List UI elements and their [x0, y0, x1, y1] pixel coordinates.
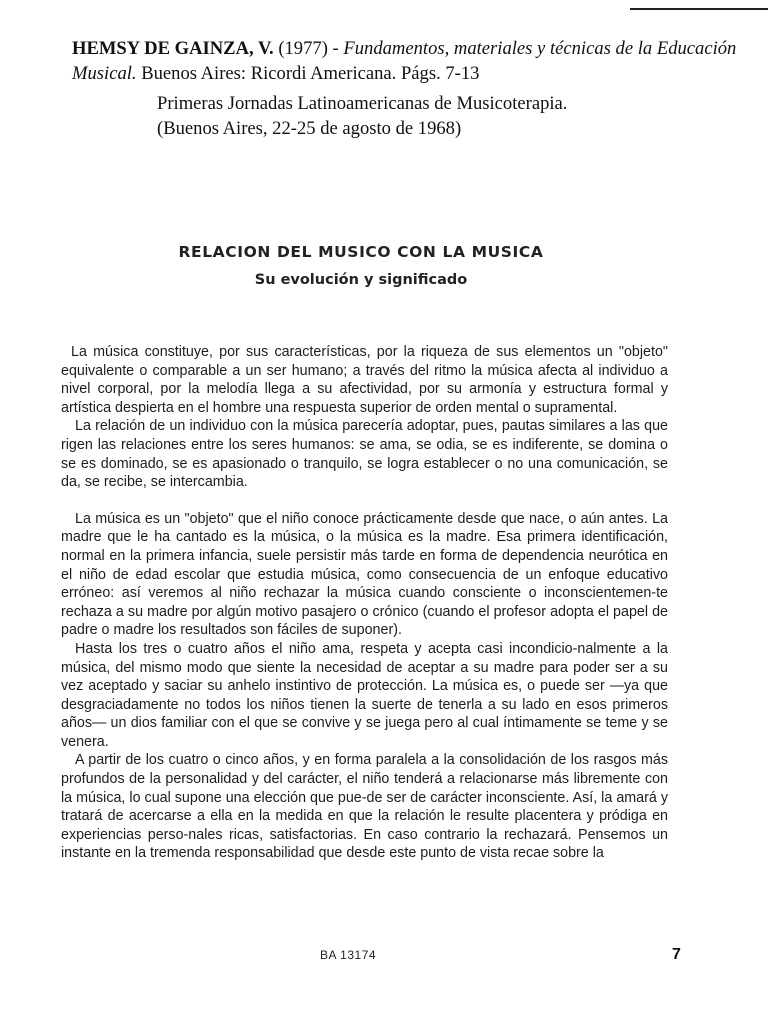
article-title: RELACION DEL MUSICO CON LA MUSICA — [178, 243, 544, 261]
citation-publisher: Buenos Aires: Ricordi Americana. Págs. 7-13 — [141, 63, 480, 84]
citation-author: HEMSY DE GAINZA, V. — [72, 38, 274, 59]
paragraph: La música es un "objeto" que el niño conoce prácticamente desde que nace, o aún antes. La madre que le ha cantado es la música, o la música es la madre. Esa primera identificación, normal en la primera infancia, suele persistir más tarde en forma de dependencia neurótica en el niño de edad escolar que estudia música, como consecuencia de un enfoque educativo erróneo: así veremos al niño rechazar la música cuando consciente o inconscientemen-te rechaza a su madre por algún motivo pasajero o crónico (cuando el profesor adopta el papel de padre o madre los resultados son fáciles de suponer). — [61, 510, 668, 639]
paragraph: La música constituye, por sus características, por la riqueza de sus elementos un "objeto" equivalente o comparable a un ser humano; a través del ritmo la música afecta al individuo a nivel corporal, por la melodía llega a su afectividad, por su armonía y estructura formal y artística despierta en el hombre una respuesta superior de orden mental o supramental. — [61, 344, 668, 416]
article-subtitle: Su evolución y significado — [254, 272, 468, 288]
citation-work-title: Fundamentos, materiales y técnicas de la Educación Musical. — [72, 38, 737, 84]
paragraph: La relación de un individuo con la música parecería adoptar, pues, pautas similares a las que rigen las relaciones entre los seres humanos: se ama, se odia, se es indiferente, se domina o se es dominado, se es apasionado o tranquilo, se logra establecer o no una comunicación, se da, se recibe, se intercambia. — [61, 418, 668, 491]
page-number: 7 — [672, 946, 681, 963]
article-body — [61, 343, 668, 863]
conference-place-date: (Buenos Aires, 22-25 de agosto de 1968) — [157, 118, 462, 139]
paragraph: Hasta los tres o cuatro años el niño ama, respeta y acepta casi incondicio-nalmente a la música, del mismo modo que siente la necesidad de aceptar a su madre para poder ser a su vez aceptado y saciar su anhelo instintivo de protección. La música es, o puede ser —ya que desgraciadamente no todos los niños tienen la suerte de tenerla a su lado en esos primeros años— un dios familiar con el que se convive y se juega pero al cual íntimamente se teme y se venera. — [61, 640, 668, 750]
citation-year: (1977) - — [278, 38, 339, 59]
paragraph: A partir de los cuatro o cinco años, y en forma paralela a la consolidación de los rasgos más profundos de la personalidad y del carácter, el niño tenderá a relacionarse más libremente con la música, lo cual supone una elección que pue-de ser de carácter inconsciente. Así, la amará y tratará de acercarse a ella en la medida en que la relación le resulte placentera y pródiga en experiencias perso-nales ricas, satisfactorias. En caso contrario la rechazará. Pensemos un instante en la tremenda responsabilidad que desde este punto de vista recae sobre la — [61, 752, 668, 862]
conference-name: Primeras Jornadas Latinoamericanas de Musicoterapia. — [157, 93, 568, 114]
conference-info — [157, 91, 747, 141]
footer-code: BA 13174 — [320, 948, 377, 962]
corner-rule — [630, 0, 768, 10]
citation-header — [72, 36, 742, 86]
